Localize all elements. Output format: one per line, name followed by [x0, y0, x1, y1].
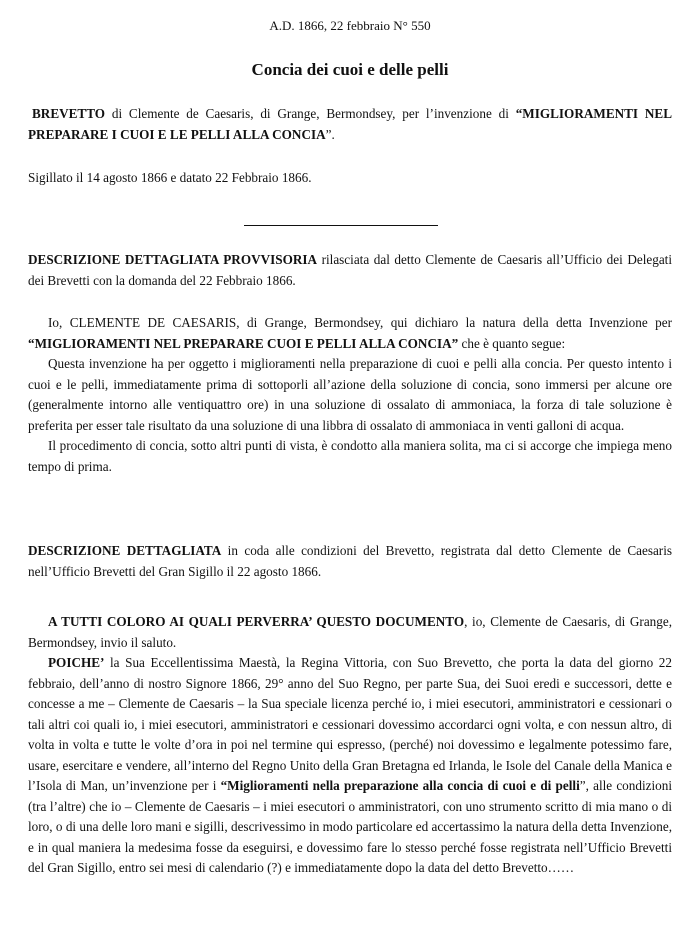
- provvisoria-text: rilasciata dal detto Clemente de Caesaris all’Ufficio dei Delegati dei Brevetti con la domanda del 22 Febbraio 1866.: [28, 252, 672, 288]
- poiche-label: POICHE’: [48, 655, 105, 670]
- brevetto-text: di Clemente de Caesaris, di Grange, Bermondsey, per l’invenzione di: [105, 106, 516, 121]
- procedimento-paragraph: Il procedimento di concia, sotto altri punti di vista, è condotto alla maniera solita, ma ci si accorge che impiega meno tempo di prima.: [28, 438, 672, 474]
- brevetto-label: BREVETTO: [32, 106, 106, 121]
- poiche-invention: “Miglioramenti nella preparazione alla concia di cuoi e di pelli: [220, 778, 580, 793]
- poiche-text: la Sua Eccellentissima Maestà, la Regina Vittoria, con Suo Brevetto, che porta la data del giorno 22 febbraio, dell’anno di nostro Signore 1866, 29° anno del Suo Regno, per parte Sua, dei Suoi eredi e successori, dette e concesse a me – Clemente de Caesaris – la Sua speciale licenza perché io, i miei esecutori, amministratori e cessionari o tali altri coi quali io, i miei esecutori, amministratori e cessionari dovessimo accordarci ogni volta, e con nessun altro, di volta in volta e tutte le volte d’ora in poi nel termine qui espresso, (perché) noi dovessimo e legalmente potessimo fare, usare, esercitare e vendere, all’interno del Regno Unito della Gran Bretagna ed Irlanda, le Isole del Canale della Manica e l’Isola di Man, un’invenzione per i: [28, 655, 672, 793]
- provvisoria-paragraph: [28, 250, 672, 291]
- io-text-end: che è quanto segue:: [458, 335, 566, 351]
- tutti-text: , io, Clemente de Caesaris, di Grange, Bermondsey, invio il saluto.: [28, 614, 673, 650]
- final-section: [28, 612, 672, 879]
- sigillato-text: Sigillato il 14 agosto 1866 e datato 22 Febbraio 1866.: [28, 170, 312, 185]
- brevetto-paragraph: [28, 104, 672, 145]
- io-text: Io, CLEMENTE DE CAESARIS, di Grange, Bermondsey, qui dichiaro la natura della detta Invenzione per: [48, 315, 672, 330]
- provvisoria-label: DESCRIZIONE DETTAGLIATA PROVVISORIA: [28, 252, 318, 267]
- brevetto-invention: “MIGLIORAMENTI NEL PREPARARE I CUOI E LE PELLI ALLA CONCIA: [28, 106, 672, 142]
- dettagliata-text: in coda alle condizioni del Brevetto, registrata dal detto Clemente de Caesaris nell’Ufficio Brevetti del Gran Sigillo il 22 agosto 1866.: [28, 543, 672, 579]
- document-title: Concia dei cuoi e delle pelli: [251, 60, 449, 79]
- description-body: [28, 313, 672, 477]
- io-invention: “MIGLIORAMENTI NEL PREPARARE CUOI E PELLI ALLA CONCIA”: [28, 335, 459, 351]
- document-header: A.D. 1866, 22 febbraio N° 550: [269, 18, 431, 33]
- dettagliata-label: DESCRIZIONE DETTAGLIATA: [28, 543, 222, 558]
- sigillato-paragraph: [28, 168, 672, 189]
- section-divider: [244, 225, 438, 226]
- poiche-text-end: ”, alle condizioni (tra l’altre) che io – Clemente de Caesaris – i miei esecutori o amministratori, con uno strumento scritto di mia mano o di loro, o di una delle loro mani e sigilli, descrivessimo in modo particolare ed accertassimo la natura della detta Invenzione, e in qual maniera la medesima fosse da eseguirsi, e dovessimo fare lo stesso perché fosse registrata nell’Ufficio Brevetti del Gran Sigillo, entro sei mesi di calendario (?) e immediatamente dopo la data del detto Brevetto……: [28, 778, 672, 875]
- tutti-label: A TUTTI COLORO AI QUALI PERVERRA’ QUESTO DOCUMENTO: [48, 614, 465, 629]
- brevetto-text-end: ”.: [325, 126, 335, 142]
- dettagliata-paragraph: [28, 541, 672, 582]
- questa-paragraph: Questa invenzione ha per oggetto i miglioramenti nella preparazione di cuoi e pelli alla concia. Per questo intento i cuoi e le pelli, immediatamente prima di sottoporli all’azione della soluzione di concia, sono immersi per alcune ore (generalmente intorno alle ventiquattro ore) in una soluzione di ossalato di ammoniaca, la forza di tale soluzione è preferita per esser tale risultato da una soluzione di una libbra di ossalato di ammoniaca in venti galloni di acqua.: [28, 356, 672, 433]
